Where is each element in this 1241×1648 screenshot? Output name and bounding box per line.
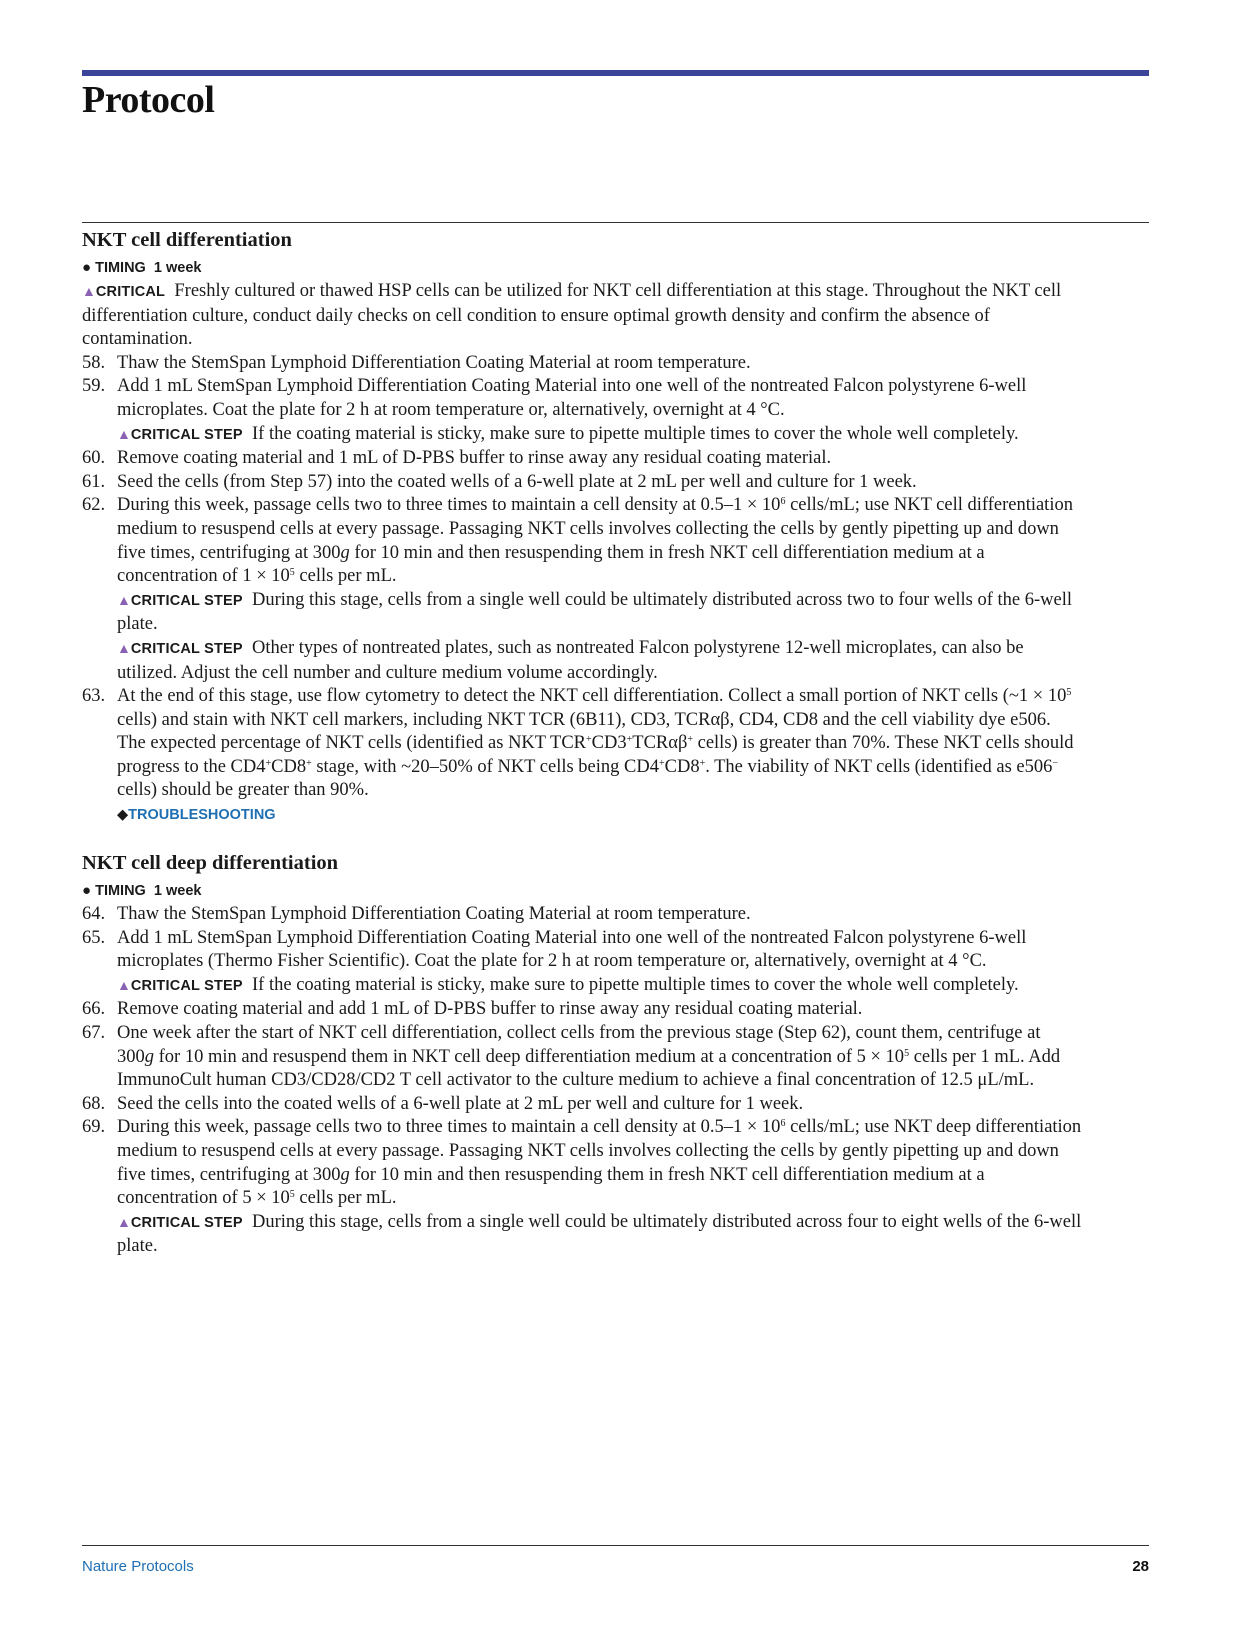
step-text: Thaw the StemSpan Lymphoid Differentiation Coating Material at room temperature.	[117, 904, 751, 925]
timing-line	[82, 879, 1082, 903]
section-title: NKT cell deep differentiation	[82, 852, 339, 875]
diamond-icon: ◆	[117, 807, 129, 824]
critical-label: CRITICAL	[95, 284, 166, 300]
critical-step-text: If the coating material is sticky, make sure to pipette multiple times to cover the whole well completely.	[252, 423, 1019, 444]
critical-step-text: During this stage, cells from a single well could be ultimately distributed across two to four wells of the 6-well plate.	[117, 589, 1073, 635]
step-69	[82, 1116, 1082, 1259]
critical-note	[82, 280, 1082, 352]
journal-name: Nature Protocols	[82, 1558, 194, 1575]
step-number: 61.	[82, 471, 106, 492]
footer-divider	[82, 1545, 1149, 1546]
critical-step-note	[117, 423, 1082, 448]
step-58	[82, 352, 1082, 376]
section-divider	[82, 222, 1149, 223]
step-number: 69.	[82, 1117, 106, 1138]
timing-line	[82, 256, 1082, 280]
critical-step-label: CRITICAL STEP	[130, 977, 243, 994]
timing-label: TIMING	[95, 883, 146, 900]
timing-value: 1 week	[153, 260, 202, 276]
page-number: 28	[1132, 1558, 1149, 1575]
step-67	[82, 1022, 1082, 1093]
critical-triangle-icon: ▲	[117, 641, 131, 657]
step-text: Seed the cells (from Step 57) into the coated wells of a 6-well plate at 2 mL per well and culture for 1 week.	[117, 471, 917, 492]
step-number: 67.	[82, 1023, 106, 1044]
step-68	[82, 1093, 1082, 1117]
step-number: 64.	[82, 904, 106, 925]
step-66	[82, 998, 1082, 1022]
critical-step-text: During this stage, cells from a single well could be ultimately distributed across four to eight wells of the 6-well plate.	[117, 1211, 1082, 1257]
step-59	[82, 375, 1082, 447]
step-text: Thaw the StemSpan Lymphoid Differentiation Coating Material at room temperature.	[117, 352, 751, 373]
step-number: 65.	[82, 927, 106, 948]
step-text: During this week, passage cells two to three times to maintain a cell density at $0.5-1 \times 10^6$ cells/mL; use NKT deep differentiation medium to resuspend cells at every passage. Passaging NKT cells involves collecting the cells by gently pipetting up and down five times, centrifuging at 300g for 10 min and then resuspending them in fresh NKT cell differentiation medium at a concentration of $5 \times 10^5$ cells per mL.	[117, 1117, 1082, 1209]
timing-label: TIMING	[95, 260, 146, 276]
step-number: 62.	[82, 495, 106, 516]
critical-step-text: If the coating material is sticky, make sure to pipette multiple times to cover the whole well completely.	[252, 974, 1019, 995]
critical-step-label: CRITICAL STEP	[130, 1214, 243, 1231]
timing-bullet-icon: ●	[82, 882, 92, 900]
critical-step-text: Other types of nontreated plates, such as nontreated Falcon polystyrene 12-well microplates, can also be utilized. Adjust the cell number and culture medium volume accordingly.	[117, 637, 1024, 683]
critical-step-label: CRITICAL STEP	[130, 592, 243, 609]
step-61	[82, 471, 1082, 495]
step-number: 66.	[82, 999, 106, 1020]
step-text: Seed the cells into the coated wells of a 6-well plate at 2 mL per well and culture for 1 week.	[117, 1093, 804, 1114]
step-62	[82, 494, 1082, 685]
step-text: One week after the start of NKT cell differentiation, collect cells from the previous stage (Step 62), count them, centrifuge at 300g for 10 min and resuspend them in NKT cell deep differentiation medium at a concentration of $5 \times 10^5$ cells per 1 mL. Add ImmunoCult human CD3/CD28/CD2 T cell activator to the culture medium to achieve a final concentration of 12.5 μL/mL.	[117, 1023, 1061, 1091]
troubleshooting-link[interactable]	[117, 803, 1082, 827]
critical-triangle-icon: ▲	[117, 593, 131, 609]
header-rule	[82, 70, 1149, 76]
troubleshooting-label: TROUBLESHOOTING	[128, 807, 276, 824]
step-text: At the end of this stage, use flow cytometry to detect the NKT cell differentiation. Collect a small portion of NKT cells (~1 × $10^5$ cells) and stain with NKT cell markers, including NKT TCR (6B11), CD3, TCRαβ, CD4, CD8 and the cell viability dye e506. The expected percentage of NKT cells (identified as NKT TCR+CD3+TCRαβ+ cells) is greater than 70%. These NKT cells should progress to the CD4+CD8+ stage, with ~20–50% of NKT cells being CD4+CD8+. The viability of NKT cells (identified as e506− cells) should be greater than 90%.	[117, 686, 1074, 801]
step-number: 59.	[82, 376, 106, 397]
step-text: During this week, passage cells two to three times to maintain a cell density at $0.5-1 \times 10^6$ cells/mL; use NKT cell differentiation medium to resuspend cells at every passage. Passaging NKT cells involves collecting the cells by gently pipetting up and down five times, centrifuging at 300g for 10 min and then resuspending them in fresh NKT cell differentiation medium at a concentration of $1 \times 10^5$ cells per mL.	[117, 495, 1073, 587]
step-number: 58.	[82, 352, 106, 373]
step-60	[82, 447, 1082, 471]
main-content	[82, 224, 1082, 1259]
timing-bullet-icon: ●	[82, 259, 92, 276]
step-63	[82, 685, 1082, 827]
timing-value: 1 week	[153, 883, 202, 900]
step-number: 63.	[82, 686, 106, 707]
step-text: Add 1 mL StemSpan Lymphoid Differentiation Coating Material into one well of the nontreated Falcon polystyrene 6-well microplates (Thermo Fisher Scientific). Coat the plate for 2 h at room temperature or, alternatively, overnight at 4 °C.	[117, 927, 1027, 972]
step-65	[82, 927, 1082, 999]
critical-step-note	[117, 974, 1082, 999]
section-title: NKT cell differentiation	[82, 229, 292, 251]
step-text: Remove coating material and add 1 mL of D-PBS buffer to rinse away any residual coating material.	[117, 999, 863, 1020]
critical-step-note	[117, 589, 1082, 637]
critical-step-label: CRITICAL STEP	[130, 426, 243, 443]
critical-text: Freshly cultured or thawed HSP cells can be utilized for NKT cell differentiation at this stage. Throughout the NKT cell differentiation culture, conduct daily checks on cell condition to ensure optimal growth density and confirm the absence of contamination.	[82, 281, 1062, 350]
critical-triangle-icon: ▲	[82, 285, 96, 300]
page-title: Protocol	[82, 79, 215, 121]
critical-triangle-icon: ▲	[117, 427, 131, 443]
step-64	[82, 903, 1082, 927]
step-text: Remove coating material and 1 mL of D-PBS buffer to rinse away any residual coating material.	[117, 448, 832, 469]
step-text: Add 1 mL StemSpan Lymphoid Differentiation Coating Material into one well of the nontreated Falcon polystyrene 6-well microplates. Coat the plate for 2 h at room temperature or, alternatively, overnight at 4 °C.	[117, 376, 1027, 420]
critical-triangle-icon: ▲	[117, 1215, 131, 1231]
critical-step-note	[117, 637, 1082, 685]
step-number: 60.	[82, 448, 106, 469]
critical-triangle-icon: ▲	[117, 978, 131, 994]
step-number: 68.	[82, 1093, 106, 1114]
critical-step-label: CRITICAL STEP	[130, 640, 243, 657]
critical-step-note	[117, 1211, 1082, 1259]
